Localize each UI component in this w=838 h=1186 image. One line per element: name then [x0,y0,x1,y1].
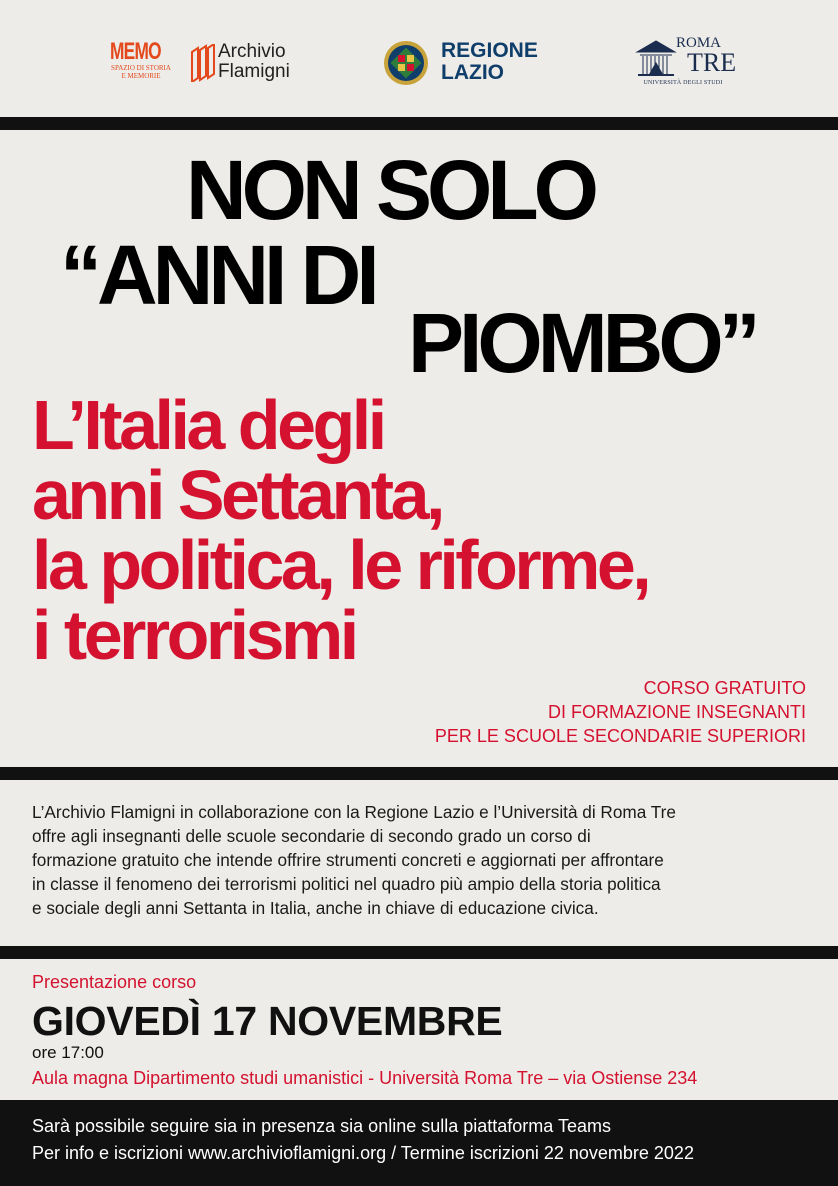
memo-logo [104,40,176,80]
event-venue: Aula magna Dipartimento studi umanistici - Università Roma Tre – via Ostiense 234 [32,1068,698,1088]
subtitle-line-2: anni Settanta, [32,456,442,534]
subtitle-line-4: i terrorismi [32,596,356,674]
roma-tre-tagline: UNIVERSITÀ DEGLI STUDI [643,80,723,86]
headline-line-3: PIOMBO” [408,296,756,390]
memo-logo-tagline-2: E MEMORIE [121,72,161,80]
roma-tre-line2: TRE [687,48,737,77]
description-line-4: in classe il fenomeno dei terrorismi politici nel quadro più ampio della storia politica [32,874,661,894]
archivio-flamigni-line1: Archivio [218,41,286,62]
memo-logo-tagline-1: SPAZIO DI STORIA [111,64,171,72]
subtitle-line-1: L’Italia degli [32,386,384,464]
roma-tre-logo [632,35,737,92]
regione-lazio-crest-icon [383,40,429,86]
headline-line-1: NON SOLO [186,143,595,237]
footer-registration-info: Per info e iscrizioni www.archivioflamigni.org / Termine iscrizioni 22 novembre 2022 [32,1143,694,1163]
headline-line-2: “ANNI DI [60,228,375,322]
description-line-3: formazione gratuito che intende offrire strumenti concreti e aggiornati per affrontare [32,850,664,870]
course-description [32,800,822,920]
roma-tre-line1: ROMA [676,35,722,51]
event-label: Presentazione corso [32,972,197,992]
regione-lazio-line2: LAZIO [441,61,504,84]
event-time: ore 17:00 [32,1043,104,1062]
footer-band [0,1100,838,1186]
top-divider [0,117,838,130]
memo-logo-wordmark: MEMO [110,38,161,65]
regione-lazio-line1: REGIONE [441,39,538,62]
middle-divider [0,767,838,780]
description-line-5: e sociale degli anni Settanta in Italia, anche in chiave di educazione civica. [32,898,599,918]
description-line-1: L’Archivio Flamigni in collaborazione con la Regione Lazio e l’Università di Roma Tre [32,802,676,822]
description-line-2: offre agli insegnanti delle scuole secondarie di secondo grado un corso di [32,826,591,846]
subtitle-line-3: la politica, le riforme, [32,526,649,604]
course-info-line-2: DI FORMAZIONE INSEGNANTI [547,702,806,722]
course-info-line-1: CORSO GRATUITO [643,678,806,698]
archivio-flamigni-icon [190,44,216,82]
course-info-line-3: PER LE SCUOLE SECONDARIE SUPERIORI [434,726,806,746]
archivio-flamigni-line2: Flamigni [218,61,290,82]
event-date: GIOVEDÌ 17 NOVEMBRE [32,998,503,1044]
footer-attendance-note: Sarà possibile seguire sia in presenza sia online sulla piattaforma Teams [32,1116,611,1136]
roma-tre-emblem-icon [634,38,678,78]
lower-divider [0,946,838,959]
course-info [435,676,806,748]
